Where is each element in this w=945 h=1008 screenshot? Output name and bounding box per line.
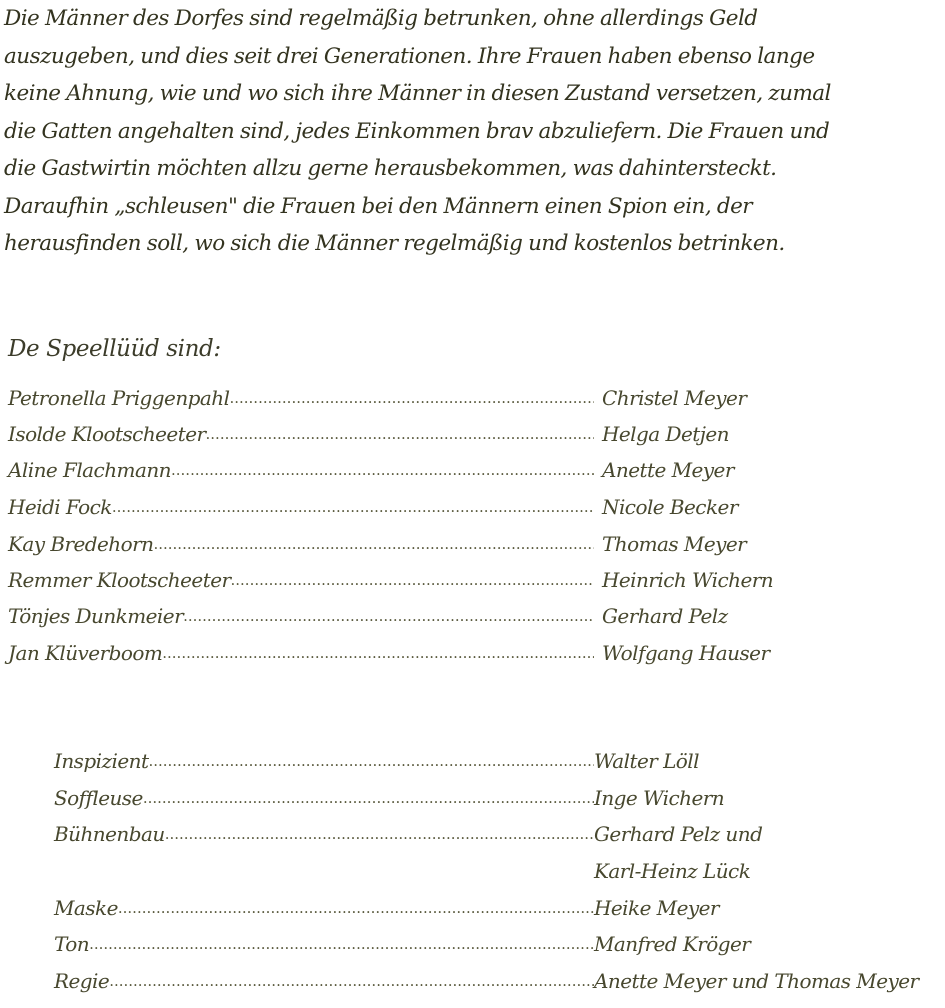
actor-name: Thomas Meyer xyxy=(602,532,747,556)
synopsis-line: die Gastwirtin möchten allzu gerne herausbekommen, was dahintersteckt. xyxy=(4,156,777,181)
role-name: Kay Bredehorn xyxy=(8,532,154,556)
actor-name: Gerhard Pelz und xyxy=(594,822,763,846)
actor-name: Helga Detjen xyxy=(602,422,729,446)
crew-row xyxy=(54,926,751,962)
actor-name-continued: Karl-Heinz Lück xyxy=(594,859,751,883)
role-name: Tönjes Dunkmeier xyxy=(8,604,184,628)
actor-name: Manfred Kröger xyxy=(594,932,751,956)
crew-row xyxy=(54,743,699,779)
dot-leader xyxy=(229,380,594,416)
role-name: Remmer Klootscheeter xyxy=(8,568,231,592)
synopsis-paragraph xyxy=(4,0,944,263)
crew-row xyxy=(54,890,719,926)
cast-heading: De Speellüüd sind: xyxy=(8,336,221,362)
role-name: Heidi Fock xyxy=(8,495,112,519)
dot-leader xyxy=(153,526,594,562)
cast-row xyxy=(8,380,747,416)
actor-name: Heinrich Wichern xyxy=(602,568,774,592)
actor-name: Gerhard Pelz xyxy=(602,604,728,628)
cast-row xyxy=(8,452,734,488)
actor-name: Inge Wichern xyxy=(594,786,725,810)
cast-row xyxy=(8,489,738,525)
dot-leader xyxy=(148,743,594,779)
dot-leader xyxy=(89,926,594,962)
role-name: Ton xyxy=(54,932,90,956)
synopsis-line: Daraufhin „schleusen" die Frauen bei den Männern einen Spion ein, der xyxy=(4,193,753,219)
dot-leader xyxy=(109,963,594,999)
crew-row xyxy=(54,963,919,999)
role-name: Maske xyxy=(54,896,118,920)
actor-name: Anette Meyer und Thomas Meyer xyxy=(594,969,919,993)
role-name: Soffleuse xyxy=(54,786,143,810)
dot-leader xyxy=(206,416,594,452)
role-name: Bühnenbau xyxy=(54,822,165,846)
role-name: Jan Klüverboom xyxy=(8,641,163,665)
actor-name: Nicole Becker xyxy=(602,495,738,519)
dot-leader xyxy=(162,635,594,671)
dot-leader xyxy=(112,489,594,525)
crew-row xyxy=(54,780,725,816)
actor-name: Walter Löll xyxy=(594,749,699,773)
synopsis-line: keine Ahnung, wie und wo sich ihre Männer in diesen Zustand versetzen, zumal xyxy=(4,81,831,106)
dot-leader xyxy=(171,452,594,488)
synopsis-line: herausfinden soll, wo sich die Männer regelmäßig und kostenlos betrinken. xyxy=(4,231,785,256)
dot-leader xyxy=(118,890,594,926)
cast-row xyxy=(8,416,729,452)
cast-row xyxy=(8,598,728,634)
dot-leader xyxy=(165,816,594,852)
crew-row xyxy=(54,816,763,852)
actor-name: Christel Meyer xyxy=(602,386,747,410)
dot-leader xyxy=(231,562,595,598)
cast-row xyxy=(8,635,770,671)
role-name: Inspizient xyxy=(54,749,149,773)
role-name: Aline Flachmann xyxy=(8,458,171,482)
role-name: Petronella Priggenpahl xyxy=(8,386,230,410)
actor-name: Wolfgang Hauser xyxy=(602,641,770,665)
dot-leader xyxy=(183,598,594,634)
synopsis-line: auszugeben, und dies seit drei Generationen. Ihre Frauen haben ebenso lange xyxy=(4,43,815,69)
cast-row xyxy=(8,562,774,598)
role-name: Isolde Klootscheeter xyxy=(8,422,206,446)
synopsis-line: die Gatten angehalten sind, jedes Einkommen brav abzuliefern. Die Frauen und xyxy=(4,118,830,144)
dot-leader xyxy=(143,780,594,816)
actor-name: Anette Meyer xyxy=(602,458,734,482)
synopsis-line: Die Männer des Dorfes sind regelmäßig betrunken, ohne allerdings Geld xyxy=(4,6,758,31)
cast-row xyxy=(8,526,747,562)
role-name: Regie xyxy=(54,969,110,993)
actor-name: Heike Meyer xyxy=(594,896,719,920)
